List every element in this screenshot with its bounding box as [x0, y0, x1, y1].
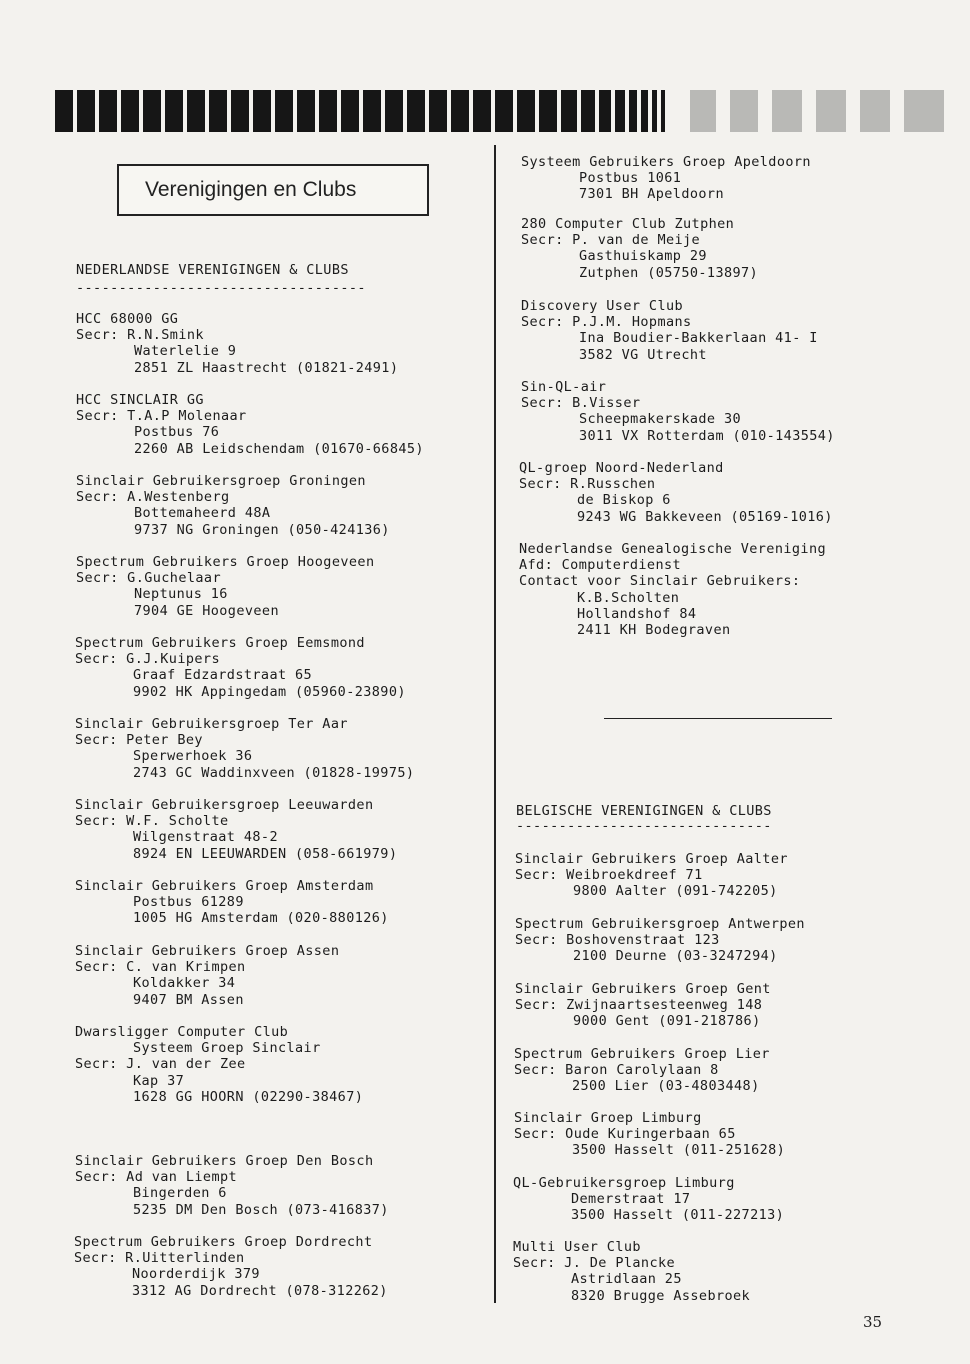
nl-club-entry — [76, 392, 424, 457]
nl-club-entry — [75, 1024, 363, 1105]
barcode-bar — [615, 90, 625, 132]
club-name: Sinclair Groep Limburg — [514, 1110, 702, 1126]
club-address-line: Bottemaheerd 48A — [134, 505, 271, 522]
barcode-bar — [231, 90, 249, 132]
club-contact: Secr: Peter Bey — [75, 732, 203, 749]
club-contact: Secr: Ad van Liempt — [75, 1169, 238, 1186]
club-address-line: Kap 37 — [133, 1072, 185, 1089]
barcode-bar-faded — [730, 90, 758, 132]
club-contact: Secr: T.A.P Molenaar — [76, 408, 247, 425]
nl-club-entry — [75, 797, 397, 862]
club-contact: Secr: Oude Kuringerbaan 65 — [514, 1126, 736, 1143]
club-address-line: Scheepmakerskade 30 — [579, 411, 742, 428]
club-address-line: 8320 Brugge Assebroek — [571, 1287, 751, 1304]
barcode-bar — [209, 90, 227, 132]
be-club-entry — [515, 851, 788, 900]
club-name: Sinclair Gebruikers Groep Aalter — [515, 851, 788, 867]
club-contact: Secr: J. van der Zee — [75, 1056, 246, 1073]
barcode-bar-faded — [690, 90, 716, 132]
club-name: Sinclair Gebruikers Groep Den Bosch — [75, 1153, 374, 1169]
section-divider — [604, 718, 832, 719]
nl-club-entry — [521, 154, 811, 203]
page-title: Verenigingen en Clubs — [145, 178, 357, 201]
club-address-line: Graaf Edzardstraat 65 — [133, 667, 313, 684]
club-contact: Secr: R.Uitterlinden — [74, 1250, 245, 1267]
club-name: QL-groep Noord-Nederland — [519, 460, 724, 476]
barcode-bar — [275, 90, 293, 132]
club-contact: Secr: Zwijnaartsesteenweg 148 — [515, 997, 763, 1014]
club-name: 280 Computer Club Zutphen — [521, 216, 735, 232]
club-name: Nederlandse Genealogische Vereniging — [519, 541, 826, 557]
club-address-line: 8924 EN LEEUWARDEN (058-661979) — [133, 845, 398, 862]
club-address-line: 9800 Aalter (091-742205) — [573, 883, 778, 900]
club-address-line: 7301 BH Apeldoorn — [579, 186, 724, 203]
club-contact: Secr: R.Russchen — [519, 476, 656, 493]
club-name: Spectrum Gebruikersgroep Antwerpen — [515, 916, 805, 932]
barcode-bar — [55, 90, 73, 132]
barcode-bar — [385, 90, 403, 132]
barcode-bar — [495, 90, 513, 132]
club-contact: Afd: Computerdienst — [519, 557, 682, 574]
barcode-bar-faded — [904, 90, 944, 132]
club-name: Spectrum Gebruikers Groep Lier — [514, 1046, 770, 1062]
club-name: Multi User Club — [513, 1239, 641, 1255]
barcode-bar — [629, 90, 637, 132]
club-address-line: 5235 DM Den Bosch (073-416837) — [133, 1201, 389, 1218]
club-address-line: Systeem Groep Sinclair — [133, 1040, 321, 1057]
barcode-bar — [429, 90, 447, 132]
club-address-line: Waterlelie 9 — [134, 343, 237, 360]
nl-club-entry — [75, 716, 414, 781]
club-address-line: Gasthuiskamp 29 — [579, 248, 707, 265]
nl-club-entry — [75, 878, 389, 927]
club-address-line: Wilgenstraat 48-2 — [133, 829, 278, 846]
club-address-line: 1628 GG HOORN (02290-38467) — [133, 1088, 364, 1105]
column-divider — [494, 145, 496, 1303]
club-contact: Secr: C. van Krimpen — [75, 959, 246, 976]
club-name: Dwarsligger Computer Club — [75, 1024, 289, 1040]
barcode-bar — [473, 90, 491, 132]
club-address-line: 7904 GE Hoogeveen — [134, 602, 279, 619]
barcode-bar — [363, 90, 381, 132]
club-name: Systeem Gebruikers Groep Apeldoorn — [521, 154, 811, 170]
barcode-bar — [652, 90, 657, 132]
club-name: Spectrum Gebruikers Groep Eemsmond — [75, 635, 365, 651]
club-address-line: 3312 AG Dordrecht (078-312262) — [132, 1282, 388, 1299]
barcode-bar — [451, 90, 469, 132]
club-contact: Secr: P.J.M. Hopmans — [521, 314, 692, 331]
barcode-bar-faded — [816, 90, 846, 132]
club-address-line: 2260 AB Leidschendam (01670-66845) — [134, 440, 424, 457]
be-section-underline: ------------------------------ — [516, 818, 772, 834]
club-address-line: 2500 Lier (03-4803448) — [572, 1078, 760, 1095]
club-contact: Secr: A.Westenberg — [76, 489, 230, 506]
club-address-line: 9000 Gent (091-218786) — [573, 1013, 761, 1030]
club-contact: Secr: Weibroekdreef 71 — [515, 867, 703, 884]
club-address-line: 9737 NG Groningen (050-424136) — [134, 521, 390, 538]
nl-club-entry — [75, 635, 406, 700]
barcode-bar-faded — [860, 90, 890, 132]
club-address-line: Postbus 76 — [134, 424, 220, 441]
club-address-line: Astridlaan 25 — [571, 1271, 682, 1288]
club-address-line: Noorderdijk 379 — [132, 1266, 260, 1283]
club-name: Spectrum Gebruikers Groep Dordrecht — [74, 1234, 373, 1250]
club-contact: Secr: G.Guchelaar — [76, 570, 221, 587]
barcode-bar — [121, 90, 139, 132]
club-address-line: 1005 HG Amsterdam (020-880126) — [133, 910, 389, 927]
club-contact: Secr: B.Visser — [521, 395, 641, 412]
barcode-bar-faded — [772, 90, 802, 132]
club-address-line: 2100 Deurne (03-3247294) — [573, 948, 778, 965]
club-address-line: 3582 VG Utrecht — [579, 346, 707, 363]
nl-club-entry — [521, 298, 818, 363]
club-name: Discovery User Club — [521, 298, 684, 314]
barcode-bar — [407, 90, 425, 132]
nl-section-underline: ---------------------------------- — [76, 280, 366, 296]
club-address-line: Demerstraat 17 — [571, 1191, 691, 1208]
club-address-line: Bingerden 6 — [133, 1185, 227, 1202]
club-name: Sinclair Gebruikersgroep Ter Aar — [75, 716, 348, 732]
barcode-bar — [77, 90, 95, 132]
barcode-bar — [581, 90, 595, 132]
club-name: Sinclair Gebruikersgroep Groningen — [76, 473, 366, 489]
be-club-entry — [514, 1046, 770, 1095]
club-address-line: de Biskop 6 — [577, 492, 671, 509]
nl-club-entry — [76, 554, 374, 619]
club-name: Spectrum Gebruikers Groep Hoogeveen — [76, 554, 375, 570]
club-address-line: 9902 HK Appingedam (05960-23890) — [133, 683, 406, 700]
be-club-entry — [513, 1239, 750, 1304]
barcode-bar — [641, 90, 648, 132]
barcode-bar — [99, 90, 117, 132]
barcode-bar — [661, 90, 665, 132]
nl-club-entry — [74, 1234, 388, 1299]
be-club-entry — [515, 916, 805, 965]
club-address-line: Zutphen (05750-13897) — [579, 264, 759, 281]
club-contact: Secr: W.F. Scholte — [75, 813, 229, 830]
club-address-line: 3011 VX Rotterdam (010-143554) — [579, 427, 835, 444]
barcode-bar — [341, 90, 359, 132]
nl-club-entry — [521, 216, 758, 281]
club-contact: Secr: G.J.Kuipers — [75, 651, 220, 668]
barcode-bar — [143, 90, 161, 132]
nl-club-entry — [75, 943, 339, 1008]
barcode-bar — [297, 90, 315, 132]
nl-club-entry — [519, 541, 826, 638]
club-address-line: 3500 Hasselt (011-227213) — [571, 1207, 785, 1224]
be-club-entry — [514, 1110, 785, 1159]
club-address-line: K.B.Scholten — [577, 589, 680, 606]
nl-section-heading: NEDERLANDSE VERENIGINGEN & CLUBS — [76, 262, 349, 278]
barcode-bar — [165, 90, 183, 132]
club-address-line: 3500 Hasselt (011-251628) — [572, 1142, 786, 1159]
club-name: Sinclair Gebruikers Groep Amsterdam — [75, 878, 374, 894]
barcode-bar — [599, 90, 611, 132]
club-address-line: Postbus 1061 — [579, 170, 682, 187]
be-club-entry — [513, 1175, 784, 1224]
club-address-line: 2743 GC Waddinxveen (01828-19975) — [133, 764, 415, 781]
club-contact: Secr: J. De Plancke — [513, 1255, 676, 1272]
barcode-bar — [253, 90, 271, 132]
club-address-line: Neptunus 16 — [134, 586, 228, 603]
be-club-entry — [515, 981, 771, 1030]
club-address-line: Hollandshof 84 — [577, 605, 697, 622]
club-contact: Secr: Baron Carolylaan 8 — [514, 1062, 719, 1079]
club-name: HCC 68000 GG — [76, 311, 179, 327]
barcode-bar — [187, 90, 205, 132]
title-box — [117, 164, 429, 216]
club-name: HCC SINCLAIR GG — [76, 392, 204, 408]
nl-club-entry — [76, 311, 398, 376]
barcode-bar — [319, 90, 337, 132]
club-address-line: Postbus 61289 — [133, 894, 244, 911]
club-contact: Secr: Boshovenstraat 123 — [515, 932, 720, 949]
club-name: Sinclair Gebruikers Groep Assen — [75, 943, 340, 959]
club-address-line: Koldakker 34 — [133, 975, 236, 992]
club-contact: Contact voor Sinclair Gebruikers: — [519, 573, 801, 590]
nl-club-entry — [521, 379, 835, 444]
nl-club-entry — [519, 460, 833, 525]
club-address-line: Sperwerhoek 36 — [133, 748, 253, 765]
club-address-line: 9407 BM Assen — [133, 991, 244, 1008]
barcode-bar — [517, 90, 535, 132]
club-address-line: 2411 KH Bodegraven — [577, 621, 731, 638]
barcode-bar — [539, 90, 557, 132]
club-name: Sinclair Gebruikers Groep Gent — [515, 981, 771, 997]
page-number: 35 — [863, 1313, 883, 1331]
club-name: Sin-QL-air — [521, 379, 607, 395]
club-contact: Secr: R.N.Smink — [76, 327, 204, 344]
club-name: Sinclair Gebruikersgroep Leeuwarden — [75, 797, 374, 813]
club-name: QL-Gebruikersgroep Limburg — [513, 1175, 735, 1191]
be-section-heading: BELGISCHE VERENIGINGEN & CLUBS — [516, 803, 772, 819]
club-address-line: 2851 ZL Haastrecht (01821-2491) — [134, 359, 399, 376]
club-address-line: Ina Boudier-Bakkerlaan 41- I — [579, 330, 818, 347]
club-address-line: 9243 WG Bakkeveen (05169-1016) — [577, 508, 833, 525]
nl-club-entry — [76, 473, 390, 538]
barcode-bar — [561, 90, 577, 132]
club-contact: Secr: P. van de Meije — [521, 232, 701, 249]
nl-club-entry — [75, 1153, 389, 1218]
